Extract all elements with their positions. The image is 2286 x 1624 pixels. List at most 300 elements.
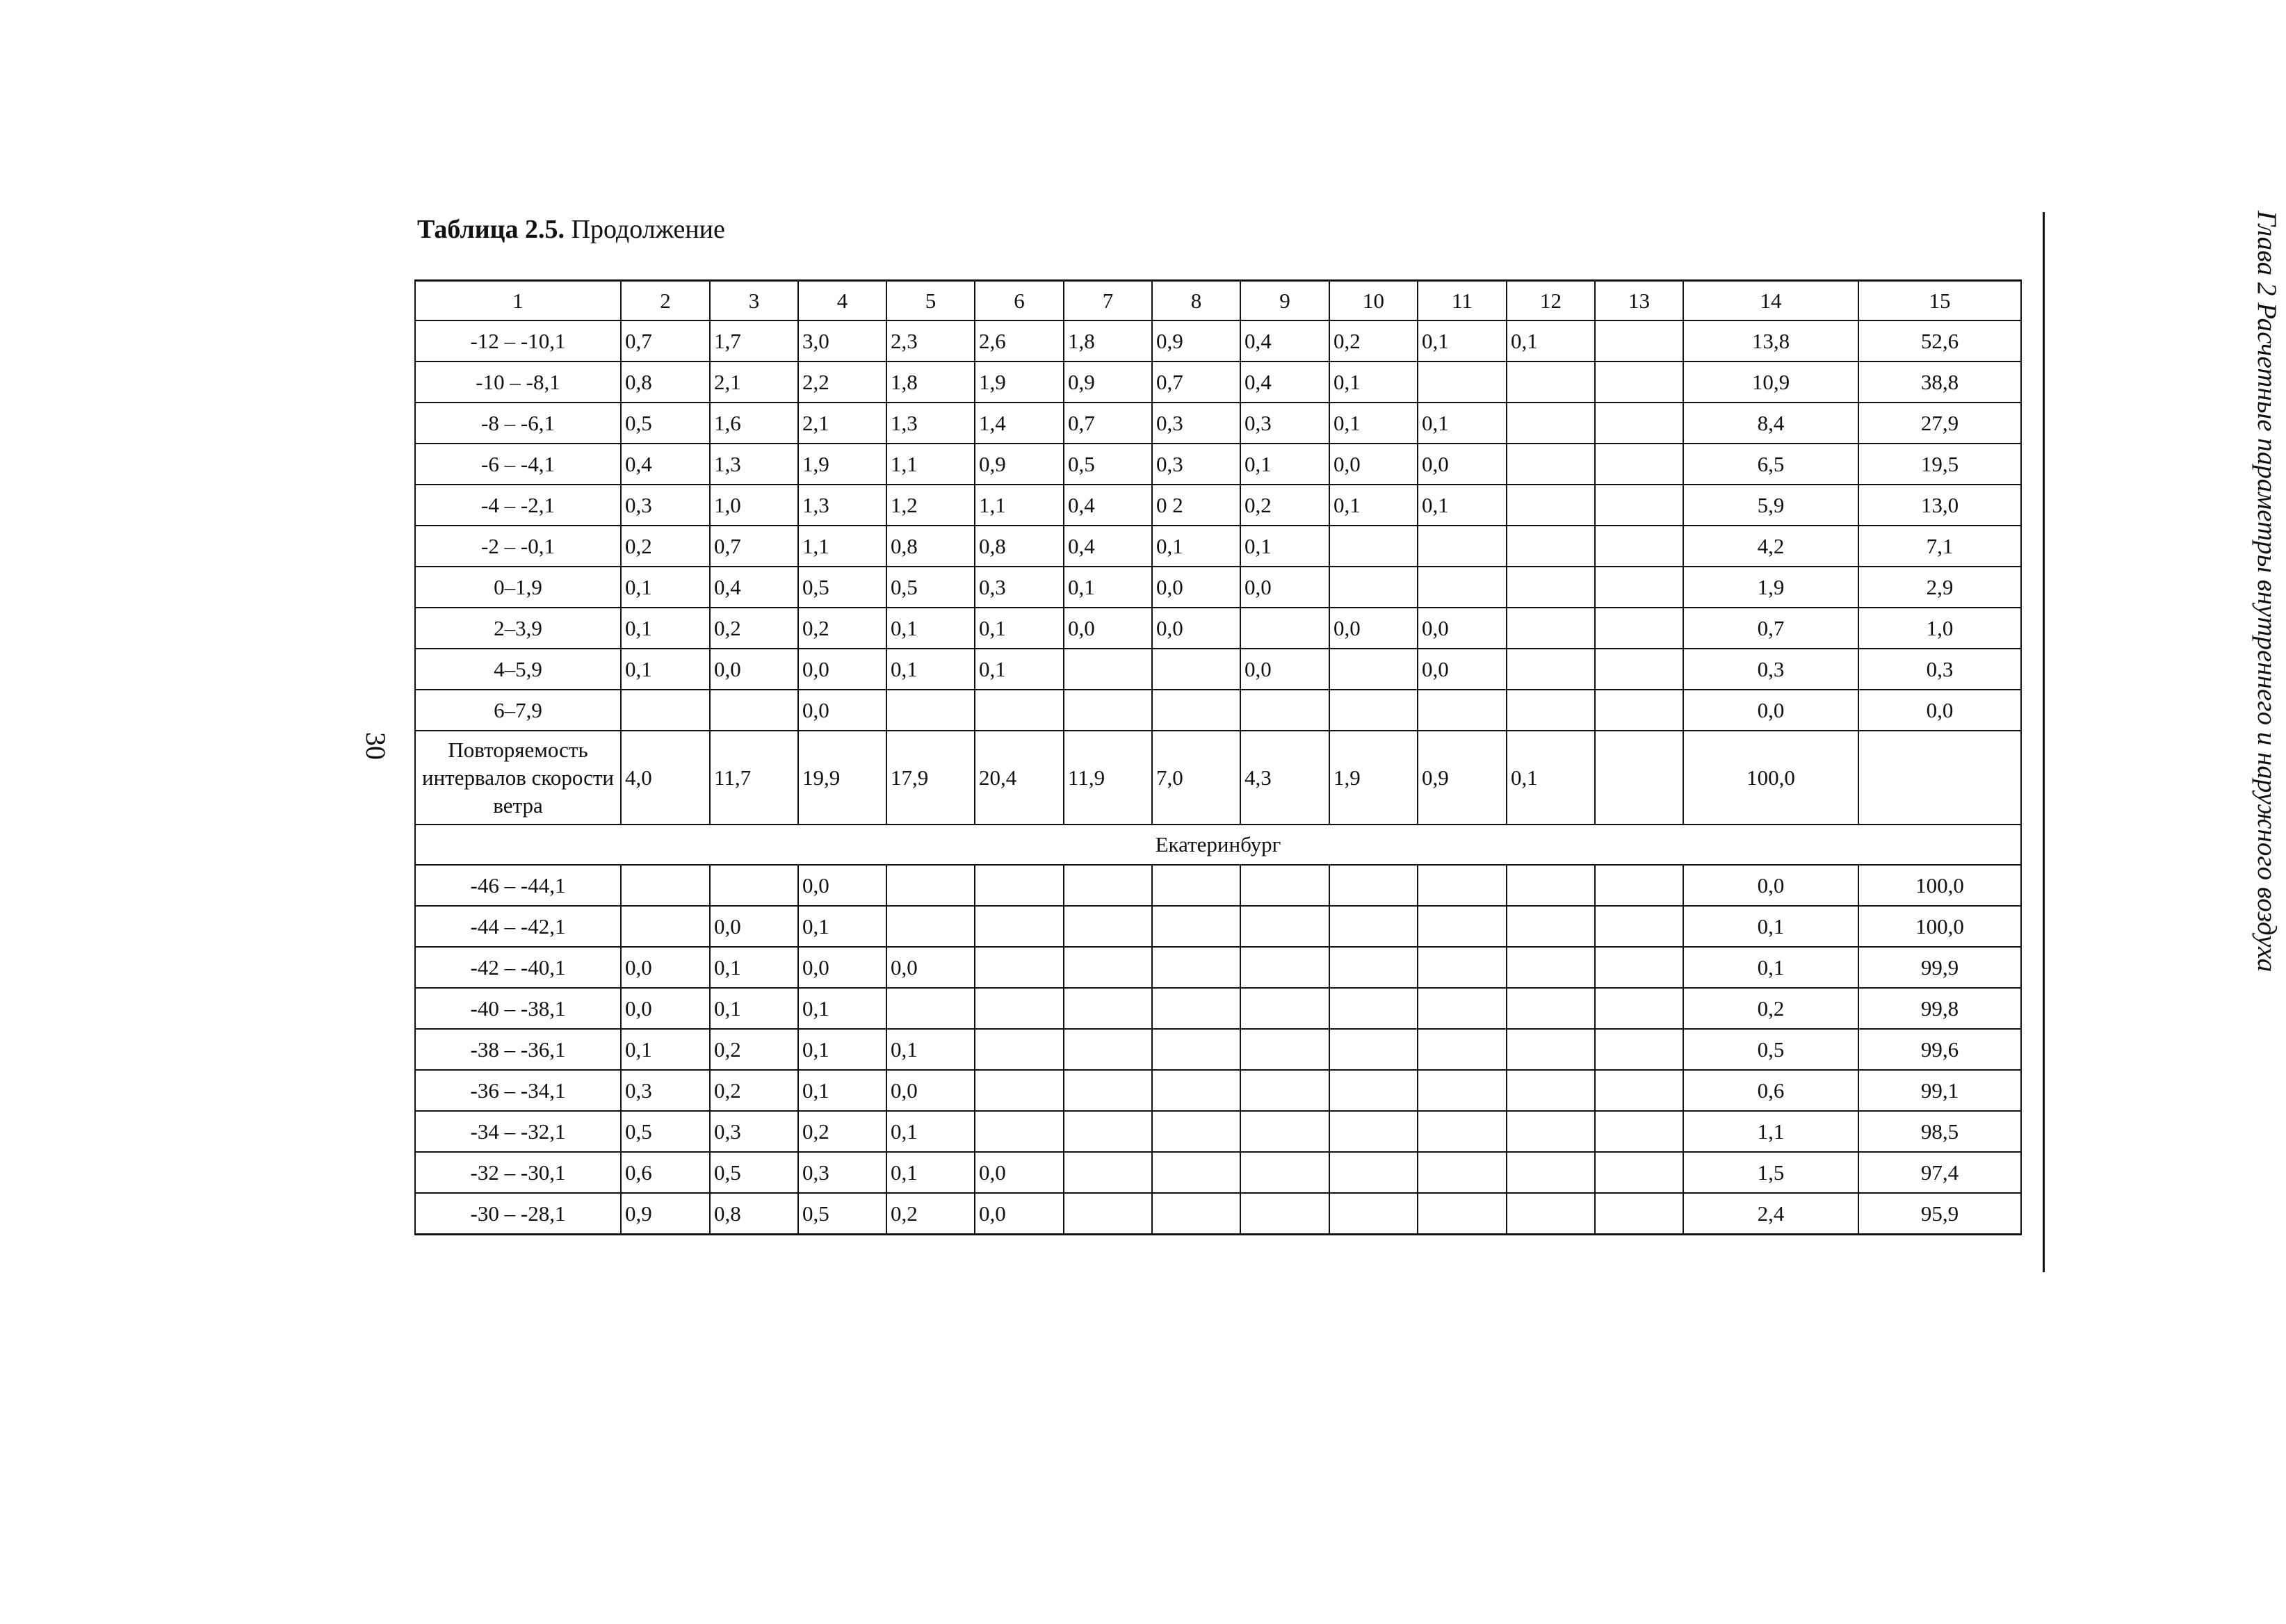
table-cell [1152,865,1240,906]
table-cell: 10 [1329,281,1418,321]
table-cell [1240,1070,1329,1111]
table-cell: 0,0 [798,649,886,690]
table-cell: 0,1 [1507,731,1595,825]
table-cell [1595,1193,1683,1235]
table-cell: 27,9 [1858,403,2021,444]
table-cell: 1,1 [1683,1111,1858,1152]
table-cell: 38,8 [1858,362,2021,403]
table-cell: 0,6 [621,1152,710,1193]
table-cell: 0,1 [798,906,886,947]
table-cell: 0,5 [798,567,886,608]
table-cell: 0,5 [710,1152,798,1193]
table-cell: 0,0 [1418,608,1507,649]
table-cell [1595,567,1683,608]
table-cell: 13,0 [1858,485,2021,526]
table-cell: 95,9 [1858,1193,2021,1235]
table-cell [1507,1029,1595,1070]
table-cell: 0,0 [1329,444,1418,485]
table-cell: 0,4 [710,567,798,608]
table-cell [1329,1193,1418,1235]
table-cell [1418,567,1507,608]
table-row [415,320,2021,362]
table-cell: 2,1 [798,403,886,444]
table-row [415,988,2021,1029]
table-cell [1507,362,1595,403]
table-cell [1507,690,1595,731]
table-cell: 3 [710,281,798,321]
table-cell: 0,1 [886,1029,975,1070]
table-cell [1240,1029,1329,1070]
table-cell: 0,1 [1329,362,1418,403]
table-row [415,403,2021,444]
table-cell [1418,906,1507,947]
table-cell [1418,988,1507,1029]
row-label-cell: 0–1,9 [415,567,621,608]
table-cell [1595,947,1683,988]
data-table [414,279,2022,1235]
table-cell [886,865,975,906]
table-cell [886,906,975,947]
table-cell [975,1111,1064,1152]
table-cell: 52,6 [1858,320,2021,362]
table-cell: 0,5 [798,1193,886,1235]
table-cell [1329,649,1418,690]
table-cell: 0,0 [1683,865,1858,906]
row-label-cell: -38 – -36,1 [415,1029,621,1070]
table-cell: 0,5 [886,567,975,608]
table-cell [1507,526,1595,567]
table-cell: 1,4 [975,403,1064,444]
section-row [415,825,2021,865]
table-cell: 0,2 [1240,485,1329,526]
table-cell: 0,0 [798,690,886,731]
table-cell [1152,1193,1240,1235]
table-cell [1595,1029,1683,1070]
table-cell [1240,690,1329,731]
table-cell: 0,0 [975,1152,1064,1193]
table-caption [417,210,725,249]
table-cell [1240,865,1329,906]
table-cell: 4,0 [621,731,710,825]
table-cell: 1,6 [710,403,798,444]
table-cell: 8,4 [1683,403,1858,444]
table-cell: 0,1 [1418,403,1507,444]
table-cell: 0,7 [1152,362,1240,403]
table-cell: 0,1 [798,988,886,1029]
table-cell [1418,1029,1507,1070]
table-cell [1064,690,1152,731]
row-label-cell: -40 – -38,1 [415,988,621,1029]
table-cell: 0,1 [710,947,798,988]
table-cell: 2,9 [1858,567,2021,608]
table-cell: 0,9 [621,1193,710,1235]
table-cell [1064,1193,1152,1235]
table-cell [1595,608,1683,649]
table-cell: 0,1 [798,1029,886,1070]
table-cell: 0,2 [798,608,886,649]
table-cell [1418,690,1507,731]
table-cell: 0,2 [798,1111,886,1152]
table-cell [1064,865,1152,906]
table-cell [1240,1152,1329,1193]
table-cell [1595,1070,1683,1111]
table-cell: 2,4 [1683,1193,1858,1235]
table-cell [1595,485,1683,526]
table-cell [975,988,1064,1029]
table-cell: 1,3 [886,403,975,444]
row-label-cell: -6 – -4,1 [415,444,621,485]
table-cell: 0,1 [621,1029,710,1070]
table-cell: 0,1 [1418,485,1507,526]
table-cell: 13 [1595,281,1683,321]
table-cell: 0,1 [1152,526,1240,567]
table-cell [1595,526,1683,567]
table-cell [1152,1029,1240,1070]
table-row [415,485,2021,526]
row-label-cell: -8 – -6,1 [415,403,621,444]
table-cell: 19,5 [1858,444,2021,485]
table-cell: 0,7 [1683,608,1858,649]
table-cell: 0,2 [1329,320,1418,362]
table-cell: 0,1 [975,649,1064,690]
table-cell: 0,0 [1418,649,1507,690]
table-cell: 0,9 [1152,320,1240,362]
table-cell [1418,1152,1507,1193]
table-cell: 0,6 [1683,1070,1858,1111]
table-cell: 100,0 [1858,865,2021,906]
table-cell: 1,5 [1683,1152,1858,1193]
table-cell: 0,0 [798,947,886,988]
table-cell: 4 [798,281,886,321]
table-cell [1507,1152,1595,1193]
table-cell [1152,906,1240,947]
table-cell [1240,988,1329,1029]
table-cell [975,690,1064,731]
table-cell: 0,8 [710,1193,798,1235]
table-cell [886,690,975,731]
table-row [415,649,2021,690]
table-cell: 0,3 [1240,403,1329,444]
table-cell: 0,8 [886,526,975,567]
table-row [415,1193,2021,1235]
table-cell: 0,2 [710,1070,798,1111]
table-cell: 0,1 [621,567,710,608]
table-cell: 0,3 [1152,444,1240,485]
table-cell: 99,6 [1858,1029,2021,1070]
table-cell: 0,0 [1683,690,1858,731]
table-cell: 0,0 [621,947,710,988]
table-row [415,1029,2021,1070]
table-cell [975,1070,1064,1111]
table-cell [1595,690,1683,731]
table-cell: 1,9 [1683,567,1858,608]
table-cell [1329,690,1418,731]
table-cell [1329,526,1418,567]
table-cell: 1,9 [798,444,886,485]
table-cell: 0,1 [1418,320,1507,362]
table-cell: 0,1 [710,988,798,1029]
table-cell: 0,4 [621,444,710,485]
table-cell [1240,1111,1329,1152]
row-label-cell: -4 – -2,1 [415,485,621,526]
table-cell: 0,1 [1240,526,1329,567]
table-cell: 6,5 [1683,444,1858,485]
table-row [415,947,2021,988]
table-cell: 8 [1152,281,1240,321]
table-caption-number: Таблица 2.5. [417,215,565,244]
table-cell [1595,906,1683,947]
table-cell: 0,0 [975,1193,1064,1235]
table-cell [1064,1152,1152,1193]
table-cell [975,1029,1064,1070]
table-cell [1329,1111,1418,1152]
table-row [415,865,2021,906]
table-cell [1064,947,1152,988]
table-cell [1240,906,1329,947]
row-label-cell: -44 – -42,1 [415,906,621,947]
table-row [415,1152,2021,1193]
table-cell: 13,8 [1683,320,1858,362]
table-cell [1418,362,1507,403]
row-label-cell: -36 – -34,1 [415,1070,621,1111]
table-cell: 1,8 [1064,320,1152,362]
table-cell: 0,5 [1683,1029,1858,1070]
running-head-rule [2043,212,2045,1272]
table-cell [1418,1193,1507,1235]
table-cell [1064,649,1152,690]
table-cell: 11,9 [1064,731,1152,825]
table-cell [1595,320,1683,362]
table-cell [1595,444,1683,485]
table-cell: 0,5 [621,1111,710,1152]
row-label-cell: 1 [415,281,621,321]
table-cell: 1,1 [886,444,975,485]
table-cell: 0,3 [975,567,1064,608]
table-cell: 0,1 [975,608,1064,649]
table-cell [621,906,710,947]
table-cell: 0,3 [798,1152,886,1193]
table-cell [1064,988,1152,1029]
table-cell: 0,1 [798,1070,886,1111]
row-label-cell: -42 – -40,1 [415,947,621,988]
table-cell [1329,1029,1418,1070]
table-cell [1329,567,1418,608]
table-cell: 0,3 [1858,649,2021,690]
table-cell: 0,0 [1152,567,1240,608]
table-cell [1507,906,1595,947]
table-cell: 1,3 [710,444,798,485]
table-cell: 2,1 [710,362,798,403]
table-cell: 0,9 [975,444,1064,485]
row-label-cell: -34 – -32,1 [415,1111,621,1152]
table-cell: 5,9 [1683,485,1858,526]
table-row [415,1070,2021,1111]
table-cell: 1,0 [1858,608,2021,649]
table-cell: 0,3 [1683,649,1858,690]
table-cell: 0,1 [886,1111,975,1152]
table-cell: 0,2 [710,1029,798,1070]
table-cell [1152,1070,1240,1111]
table-cell: 0,1 [1507,320,1595,362]
table-cell: 0,1 [886,1152,975,1193]
table-cell: 1,1 [975,485,1064,526]
section-title: Екатеринбург [415,825,2021,865]
table-cell: 0,1 [1240,444,1329,485]
table-cell: 0,2 [886,1193,975,1235]
running-head: Глава 2 Расчетные параметры внутреннего и наружного воздуха [2252,211,2282,973]
table-cell: 0,2 [710,608,798,649]
row-label-cell: -12 – -10,1 [415,320,621,362]
table-cell: 0,0 [886,1070,975,1111]
table-cell: 97,4 [1858,1152,2021,1193]
table-cell: 99,9 [1858,947,2021,988]
table-cell: 0,1 [1064,567,1152,608]
table-cell: 11,7 [710,731,798,825]
table-cell: 0,7 [1064,403,1152,444]
table-cell: 0,1 [1683,947,1858,988]
table-cell: 0,0 [1240,567,1329,608]
table-body [415,281,2021,1235]
row-label-cell: -10 – -8,1 [415,362,621,403]
table-cell: 1,1 [798,526,886,567]
table-cell: 0,0 [886,947,975,988]
table-cell [1152,947,1240,988]
table-cell: 1,9 [1329,731,1418,825]
table-cell: 2 [621,281,710,321]
table-cell [975,906,1064,947]
table-cell [1507,1070,1595,1111]
table-cell: 12 [1507,281,1595,321]
table-cell: 99,1 [1858,1070,2021,1111]
table-caption-text: Продолжение [565,215,725,244]
table-cell [1595,403,1683,444]
table-row [415,608,2021,649]
table-cell: 0,0 [1329,608,1418,649]
table-cell: 2,2 [798,362,886,403]
table-cell [1329,947,1418,988]
table-cell: 6 [975,281,1064,321]
table-cell: 20,4 [975,731,1064,825]
table-cell: 0,4 [1064,526,1152,567]
table-cell [621,690,710,731]
table-cell: 0,1 [1683,906,1858,947]
table-row [415,444,2021,485]
table-cell: 0,0 [798,865,886,906]
table-cell: 1,9 [975,362,1064,403]
table-cell [1329,906,1418,947]
table-cell [1152,1152,1240,1193]
table-cell: 0,1 [886,608,975,649]
table-cell: 0,4 [1240,362,1329,403]
table-row [415,906,2021,947]
table-cell: 1,8 [886,362,975,403]
table-cell: 0,1 [621,649,710,690]
table-cell [1595,362,1683,403]
table-cell: 0,7 [621,320,710,362]
table-cell: 4,2 [1683,526,1858,567]
table-cell: 14 [1683,281,1858,321]
table-cell: 9 [1240,281,1329,321]
table-cell: 0,1 [1329,403,1418,444]
table-cell [1507,865,1595,906]
table-cell [1507,403,1595,444]
table-cell: 0,0 [1240,649,1329,690]
table-cell: 10,9 [1683,362,1858,403]
table-cell: 1,0 [710,485,798,526]
table-cell: 0,0 [1152,608,1240,649]
table-cell [1507,444,1595,485]
page-number: 30 [360,732,391,760]
table-cell: 5 [886,281,975,321]
table-row [415,1111,2021,1152]
table-cell: 0,3 [621,1070,710,1111]
table-cell [1240,947,1329,988]
table-cell: 0,2 [1683,988,1858,1029]
table-cell: 98,5 [1858,1111,2021,1152]
table-cell: 0,8 [621,362,710,403]
table-cell: 0,1 [886,649,975,690]
table-cell [1507,1193,1595,1235]
table-cell: 0,9 [1064,362,1152,403]
table-cell: 1,3 [798,485,886,526]
table-cell [710,865,798,906]
table-row [415,567,2021,608]
row-label-cell: -2 – -0,1 [415,526,621,567]
table-cell: 0,5 [621,403,710,444]
table-cell: 0,0 [1064,608,1152,649]
table-cell: 0,7 [710,526,798,567]
table-cell [1152,649,1240,690]
table-cell: 0,3 [710,1111,798,1152]
table-cell: 0,0 [710,906,798,947]
total-row [415,731,2021,825]
table-cell [1507,485,1595,526]
table-cell: 0 2 [1152,485,1240,526]
table-cell [1329,865,1418,906]
row-label-cell: -32 – -30,1 [415,1152,621,1193]
table-row [415,362,2021,403]
table-cell: 2,3 [886,320,975,362]
table-cell: 1,2 [886,485,975,526]
header-row [415,281,2021,321]
table-row [415,690,2021,731]
table-cell: 19,9 [798,731,886,825]
table-cell [1064,1070,1152,1111]
table-cell [1152,690,1240,731]
table-cell: 0,4 [1064,485,1152,526]
table-cell [886,988,975,1029]
table-cell [1507,608,1595,649]
table-cell [1418,865,1507,906]
table-cell: 100,0 [1858,906,2021,947]
row-label-cell: 4–5,9 [415,649,621,690]
table-cell [1595,1152,1683,1193]
table-cell [1240,608,1329,649]
table-cell: 0,3 [621,485,710,526]
table-cell: 7,0 [1152,731,1240,825]
table-cell: 0,0 [1418,444,1507,485]
table-cell: 2,6 [975,320,1064,362]
table-cell: 3,0 [798,320,886,362]
table-cell [1507,947,1595,988]
row-label-cell: -30 – -28,1 [415,1193,621,1235]
row-label-cell: Повторяемость интервалов скорости ветра [415,731,621,825]
table-cell [975,947,1064,988]
table-cell [1152,988,1240,1029]
table-cell: 0,2 [621,526,710,567]
table-cell: 0,0 [621,988,710,1029]
table-cell [1418,526,1507,567]
